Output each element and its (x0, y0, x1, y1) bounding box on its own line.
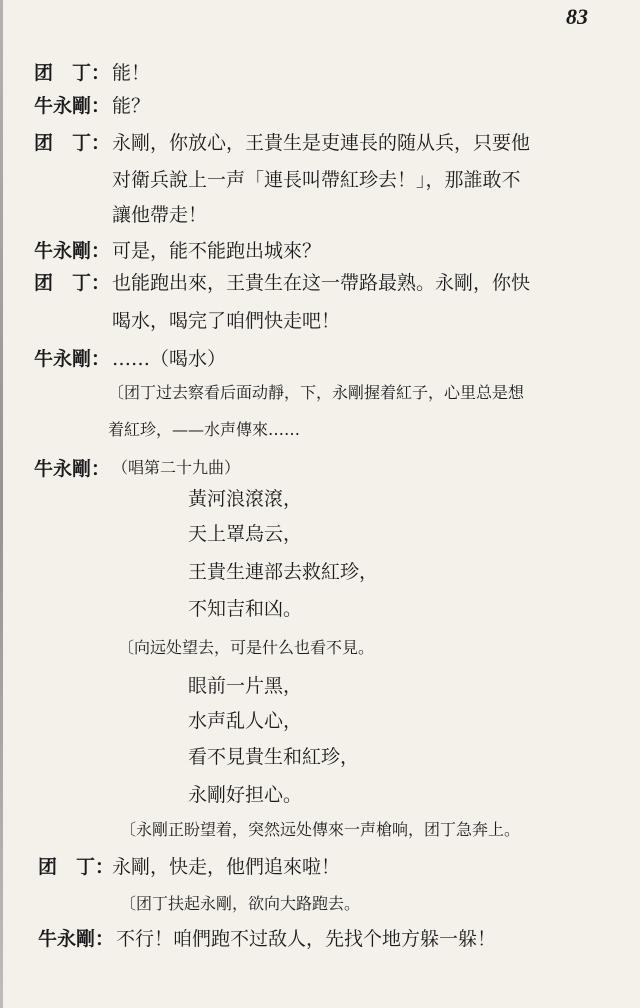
song-verse: 黃河浪滾滾， (188, 488, 303, 510)
dialogue-text: 能？ (112, 95, 151, 117)
dialogue-text: ……（喝水） (112, 348, 227, 370)
speaker-name: 牛永剛： (38, 928, 115, 950)
dialogue-text: 也能跑出來，王貴生在这一帶路最熟。永剛，你快 (112, 272, 531, 294)
stage-direction: 〔团丁过去察看后面动靜，下，永剛握着紅子，心里总是想 (108, 383, 525, 402)
dialogue-text: 永剛，你放心，王貴生是吏連長的随从兵，只要他 (112, 132, 531, 154)
stage-direction: 〔向远处望去，可是什么也看不見。 (118, 638, 375, 657)
speaker-name: 牛永剛： (34, 95, 111, 117)
dialogue-text: 能！ (112, 62, 151, 84)
song-verse: 眼前一片黑， (188, 675, 303, 697)
song-verse: 天上罩烏云， (188, 523, 303, 545)
speaker-name: 团 丁： (34, 62, 111, 84)
stage-direction: 〔永剛正盼望着，突然远处傳來一声槍响，团丁急奔上。 (120, 820, 521, 839)
speaker-name: 牛永剛： (34, 348, 111, 370)
dialogue-text: 讓他帶走！ (112, 204, 208, 226)
dialogue-text: 喝水，喝完了咱們快走吧！ (112, 310, 341, 332)
dialogue-text: 永剛，快走，他們追來啦！ (112, 856, 341, 878)
dialogue-text: 对衛兵說上一声「連長叫帶紅珍去！」，那誰敢不 (112, 169, 521, 191)
page-number: 83 (566, 4, 588, 29)
song-verse: 不知吉和凶。 (188, 598, 303, 620)
dialogue-text: 可是，能不能跑出城來？ (112, 240, 322, 262)
speaker-name: 牛永剛： (34, 240, 111, 262)
speaker-name: 牛永剛： (34, 458, 111, 480)
dialogue-text: 不行！咱們跑不过敌人，先找个地方躲一躲！ (116, 928, 497, 950)
speaker-name: 团 丁： (34, 272, 111, 294)
speaker-name: 团 丁： (38, 856, 115, 878)
stage-direction: 〔团丁扶起永剛，欲向大路跑去。 (120, 894, 361, 913)
song-verse: 看不見貴生和紅珍， (188, 746, 360, 768)
page-spine-shadow (0, 0, 3, 1008)
speaker-name: 团 丁： (34, 132, 111, 154)
song-verse: 水声乱人心， (188, 710, 303, 732)
song-verse: 王貴生連部去救紅珍， (188, 561, 379, 583)
stage-direction: （唱第二十九曲） (112, 458, 241, 477)
stage-direction: 着紅珍，——水声傳來…… (108, 420, 301, 439)
song-verse: 永剛好担心。 (188, 784, 303, 806)
